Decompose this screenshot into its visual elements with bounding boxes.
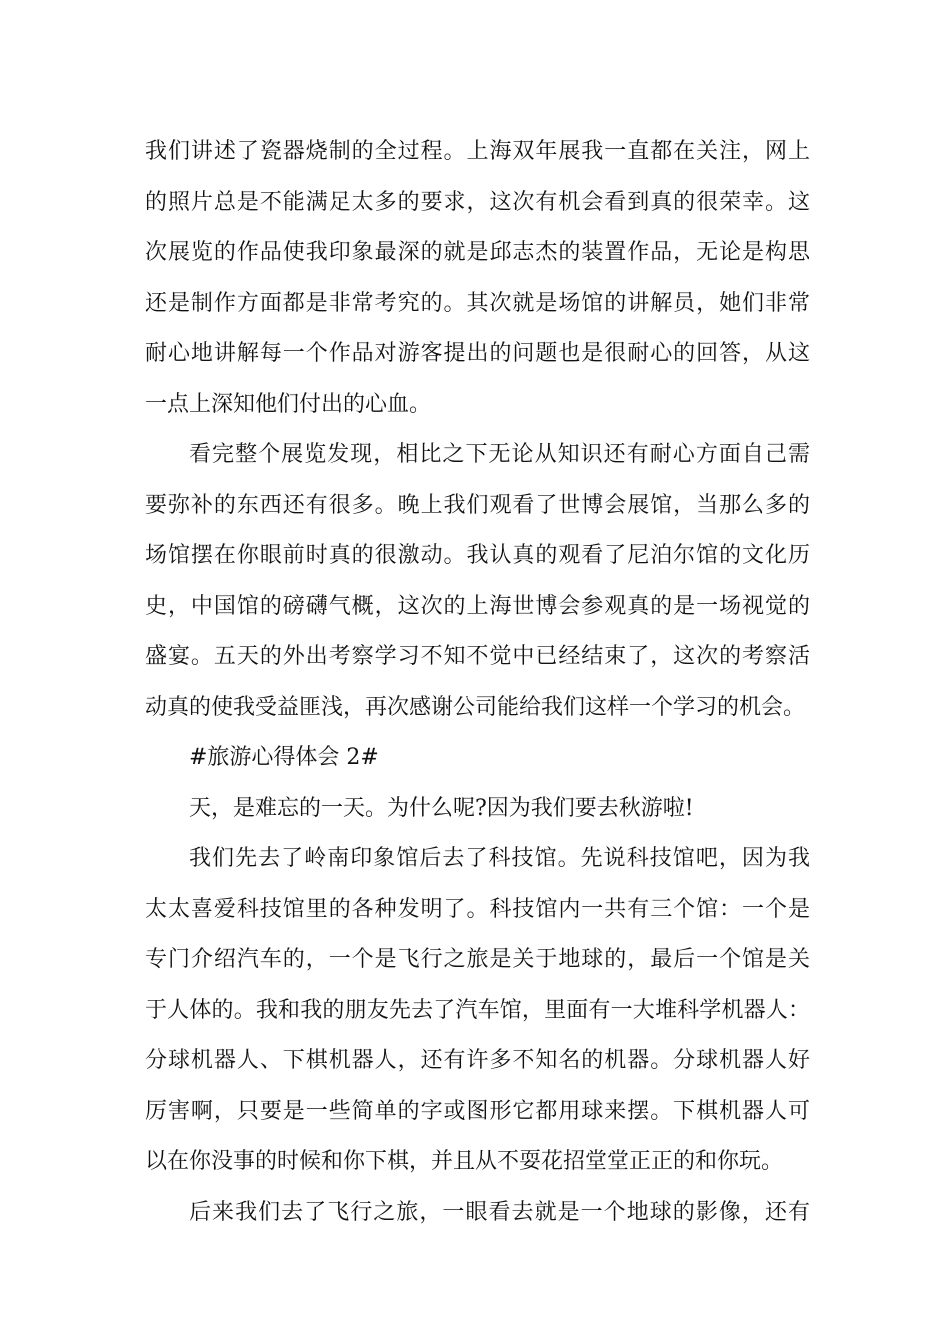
text-line: 还是制作方面都是非常考究的。其次就是场馆的讲解员，她们非常 bbox=[145, 290, 810, 316]
text-line: 专门介绍汽车的，一个是飞行之旅是关于地球的，最后一个馆是关 bbox=[145, 947, 810, 972]
text-line: 于人体的。我和我的朋友先去了汽车馆，里面有一大堆科学机器人： bbox=[145, 997, 810, 1023]
paragraph bbox=[145, 1188, 810, 1239]
document-body bbox=[145, 127, 810, 1238]
text-line: 以在你没事的时候和你下棋，并且从不耍花招堂堂正正的和你玩。 bbox=[145, 1149, 784, 1174]
text-line: 动真的使我受益匪浅，再次感谢公司能给我们这样一个学习的机会。 bbox=[145, 694, 806, 720]
text-line: 我们讲述了瓷器烧制的全过程。上海双年展我一直都在关注，网上 bbox=[145, 139, 810, 164]
text-line: 后来我们去了飞行之旅，一眼看去就是一个地球的影像，还有 bbox=[189, 1199, 810, 1225]
section-heading bbox=[145, 733, 810, 784]
text-line: 天，是难忘的一天。为什么呢?因为我们要去秋游啦! bbox=[189, 795, 694, 821]
paragraph bbox=[145, 834, 810, 1188]
text-line: 我们先去了岭南印象馆后去了科技馆。先说科技馆吧，因为我 bbox=[189, 846, 810, 871]
text-line: 史，中国馆的磅礴气概，这次的上海世博会参观真的是一场视觉的 bbox=[145, 593, 810, 619]
text-line: 厉害啊，只要是一些简单的字或图形它都用球来摆。下棋机器人可 bbox=[145, 1098, 810, 1124]
paragraph bbox=[145, 127, 810, 430]
text-line: 分球机器人、下棋机器人，还有许多不知名的机器。分球机器人好 bbox=[145, 1048, 810, 1073]
paragraph bbox=[145, 430, 810, 733]
text-line: 的照片总是不能满足太多的要求，这次有机会看到真的很荣幸。这 bbox=[145, 189, 810, 215]
paragraph bbox=[145, 784, 810, 835]
text-line: 耐心地讲解每一个作品对游客提出的问题也是很耐心的回答，从这 bbox=[145, 341, 810, 366]
text-line: 次展览的作品使我印象最深的就是邱志杰的装置作品，无论是构思 bbox=[145, 240, 810, 265]
text-line: 盛宴。五天的外出考察学习不知不觉中已经结束了，这次的考察活 bbox=[145, 644, 810, 669]
text-line: #旅游心得体会 2# bbox=[189, 745, 379, 770]
text-line: 要弥补的东西还有很多。晚上我们观看了世博会展馆，当那么多的 bbox=[145, 492, 810, 518]
text-line: 一点上深知他们付出的心血。 bbox=[145, 391, 432, 417]
text-line: 场馆摆在你眼前时真的很激动。我认真的观看了尼泊尔馆的文化历 bbox=[145, 543, 810, 568]
text-line: 太太喜爱科技馆里的各种发明了。科技馆内一共有三个馆：一个是 bbox=[145, 896, 810, 922]
text-line: 看完整个展览发现，相比之下无论从知识还有耐心方面自己需 bbox=[189, 442, 810, 467]
